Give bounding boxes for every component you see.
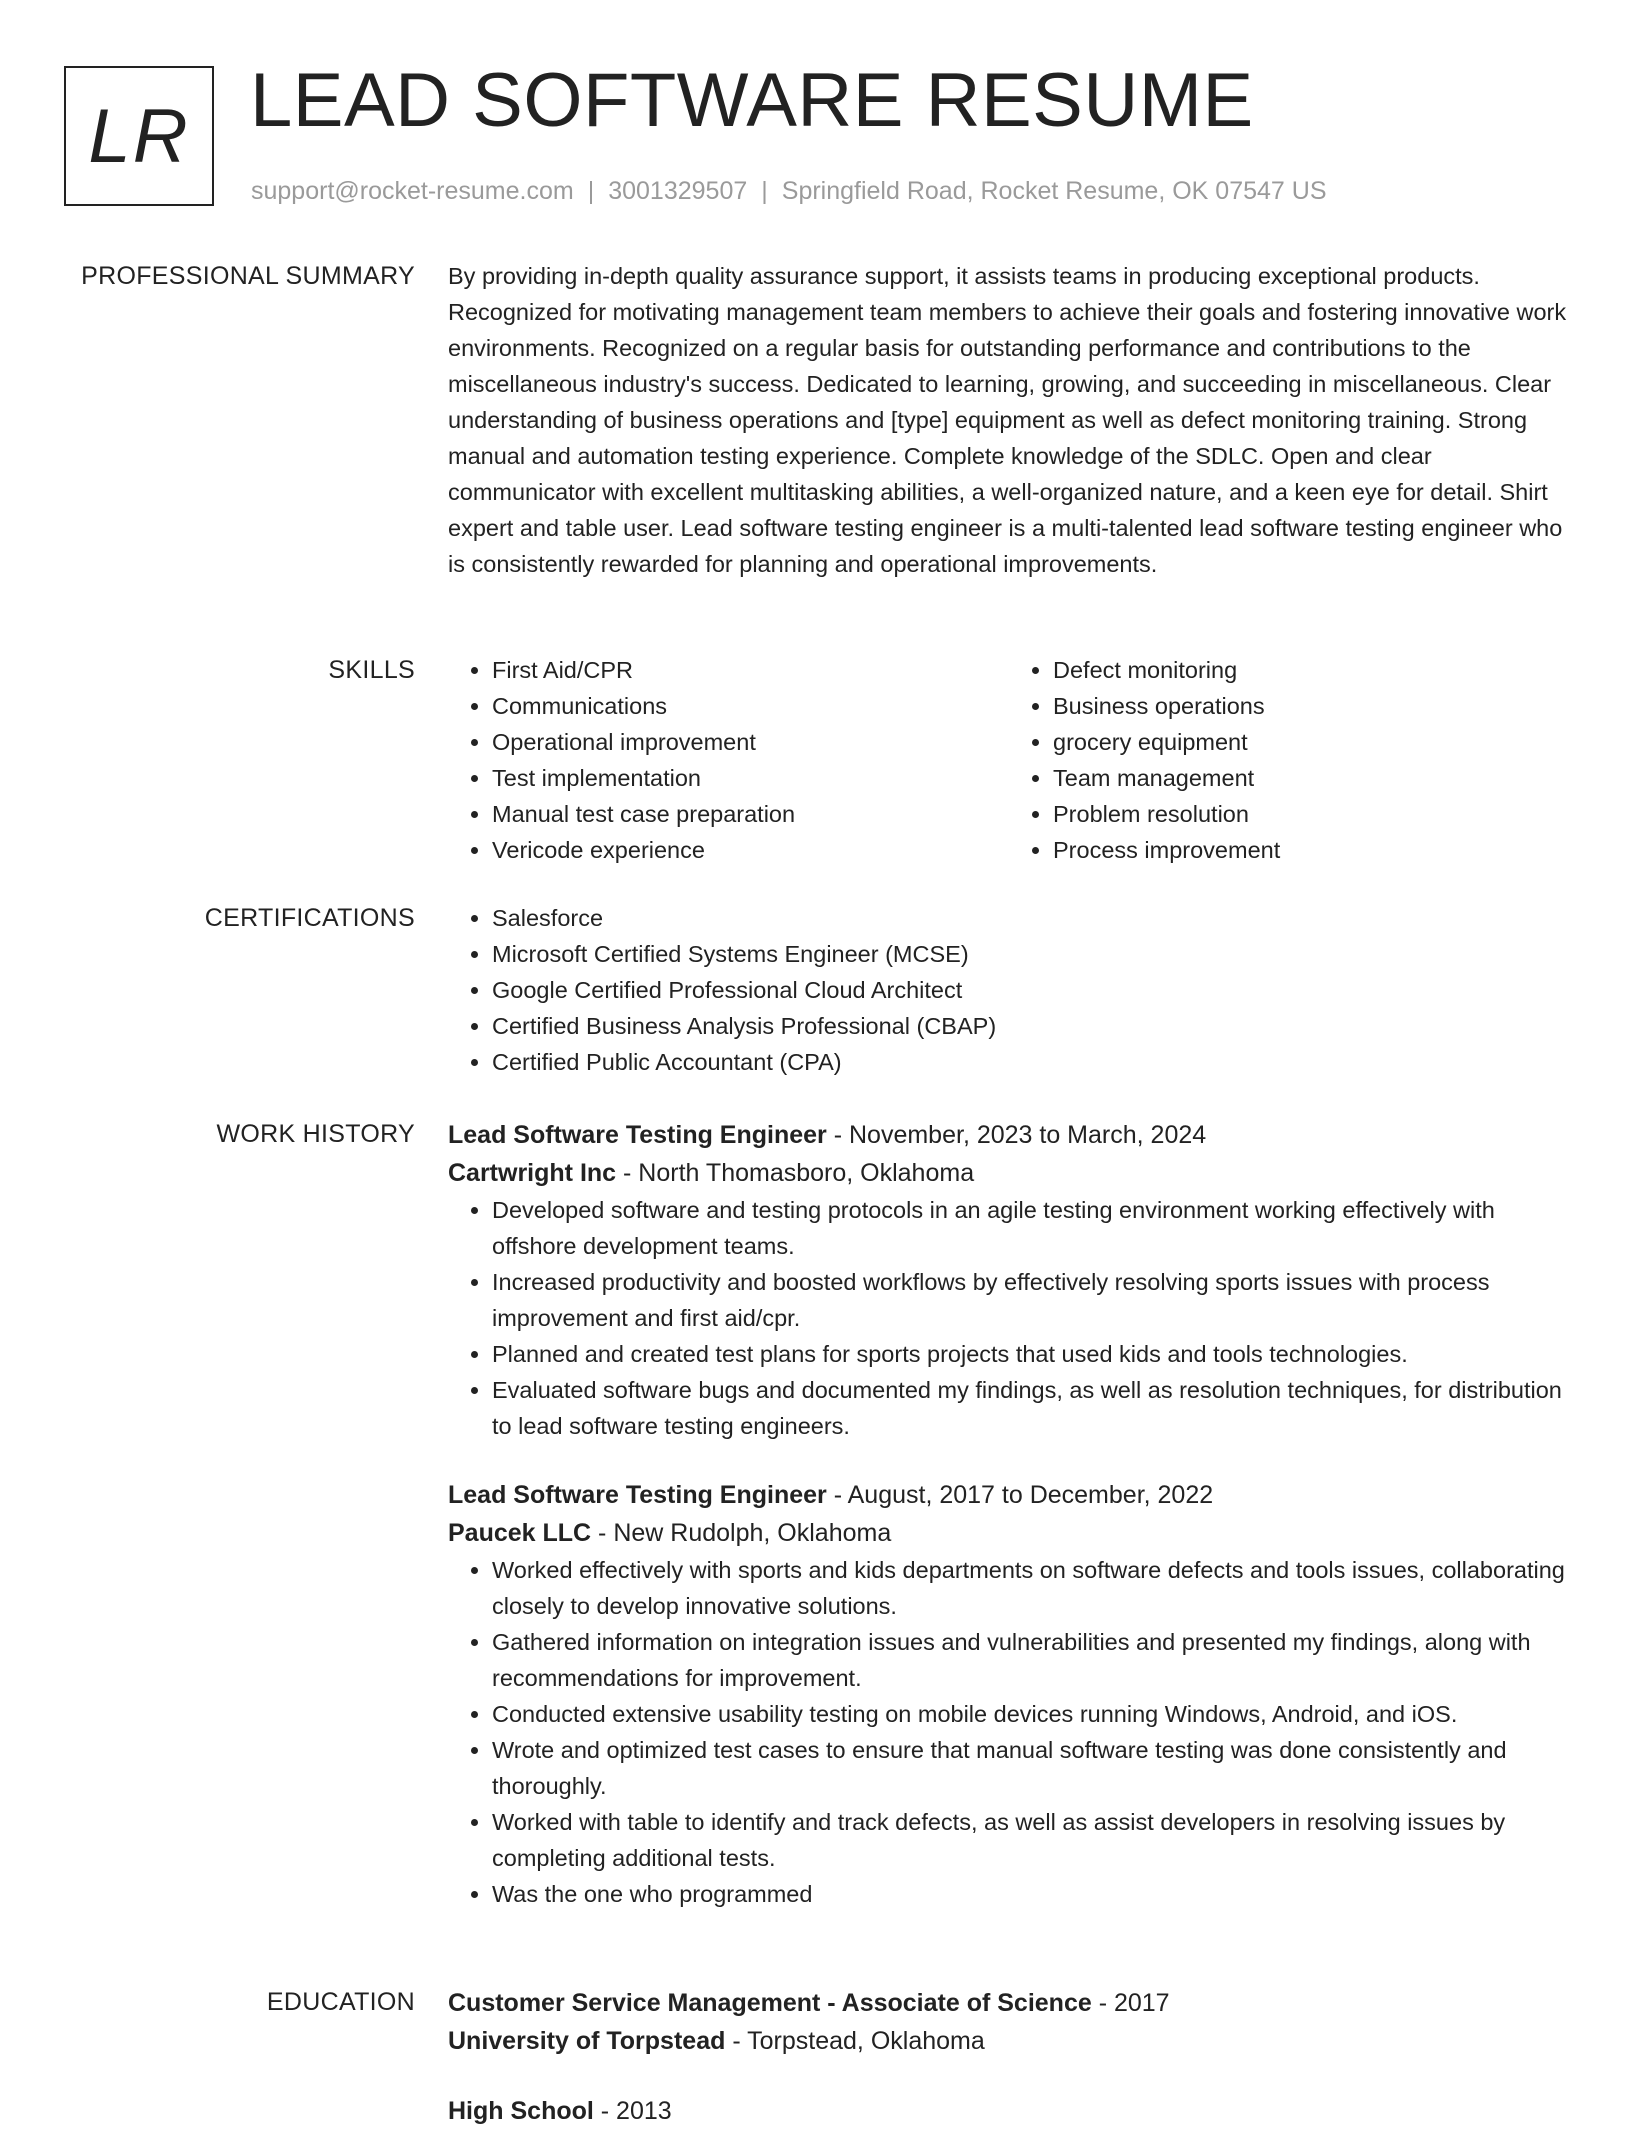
job-bullet: • Gathered information on integration issues and vulnerabilities and presented my findings, along with recommendations for improvement. xyxy=(492,1624,1570,1696)
job-bullet: • Was the one who programmed xyxy=(492,1876,1570,1912)
skill-item: • First Aid/CPR xyxy=(492,652,1009,688)
skill-item: • Manual test case preparation xyxy=(492,796,1009,832)
job-company-line xyxy=(448,1154,1570,1192)
summary-text: By providing in-depth quality assurance support, it assists teams in producing exceptional products. Recognized for motivating management team members to achieve their goals and fostering innovative work environments. Recognized on a regular basis for outstanding performance and contributions to the miscellaneous industry's success. Dedicated to learning, growing, and succeeding in miscellaneous. Clear understanding of business operations and [type] equipment as well as defect monitoring training. Strong manual and automation testing experience. Complete knowledge of the SDLC. Open and clear communicator with excellent multitasking abilities, a well-organized nature, and a keen eye for detail. Shirt expert and table user. Lead software testing engineer is a multi-talented lead software testing engineer who is consistently rewarded for planning and operational improvements. xyxy=(448,263,1567,577)
contact-phone: 3001329507 xyxy=(608,177,748,205)
work-history-body xyxy=(448,1116,1570,1912)
skill-item: • Problem resolution xyxy=(1053,796,1570,832)
job-entry xyxy=(448,1116,1570,1444)
education-entry xyxy=(448,2092,1570,2130)
education-body xyxy=(448,1984,1570,2130)
certification-item: • Google Certified Professional Cloud Architect xyxy=(492,972,1570,1008)
section-label-summary: PROFESSIONAL SUMMARY xyxy=(81,262,415,290)
skill-item: • Operational improvement xyxy=(492,724,1009,760)
section-label-education: EDUCATION xyxy=(266,1988,415,2016)
contact-separator: | xyxy=(761,177,768,205)
education-degree-line xyxy=(448,2092,1570,2130)
resume-title: LEAD SOFTWARE RESUME xyxy=(250,58,1254,143)
job-bullets xyxy=(448,1552,1570,1912)
skill-item: • Defect monitoring xyxy=(1053,652,1570,688)
education-entry xyxy=(448,1984,1570,2060)
job-company-line xyxy=(448,1514,1570,1552)
job-bullet: • Increased productivity and boosted workflows by effectively resolving sports issues with process improvement and first aid/cpr. xyxy=(492,1264,1570,1336)
education-degree: Customer Service Management - Associate of Science xyxy=(448,1989,1092,2017)
summary-body xyxy=(448,258,1570,582)
job-bullets xyxy=(448,1192,1570,1444)
job-bullet: • Wrote and optimized test cases to ensure that manual software testing was done consistently and thoroughly. xyxy=(492,1732,1570,1804)
monogram-box xyxy=(64,66,214,206)
contact-email: support@rocket-resume.com xyxy=(251,177,574,205)
education-location: - Torpstead, Oklahoma xyxy=(725,2027,985,2055)
job-bullet: • Developed software and testing protocols in an agile testing environment working effectively with offshore development teams. xyxy=(492,1192,1570,1264)
certifications-body xyxy=(448,900,1570,1080)
skills-body xyxy=(448,652,1570,868)
job-bullet: • Worked with table to identify and track defects, as well as assist developers in resolving issues by completing additional tests. xyxy=(492,1804,1570,1876)
skill-item: • Business operations xyxy=(1053,688,1570,724)
education-year: - 2013 xyxy=(593,2097,672,2125)
job-entry xyxy=(448,1476,1570,1912)
job-bullet: • Planned and created test plans for sports projects that used kids and tools technologies. xyxy=(492,1336,1570,1372)
skill-item: • Test implementation xyxy=(492,760,1009,796)
job-bullet: • Evaluated software bugs and documented my findings, as well as resolution techniques, for distribution to lead software testing engineers. xyxy=(492,1372,1570,1444)
certification-item: • Microsoft Certified Systems Engineer (MCSE) xyxy=(492,936,1570,972)
job-title: Lead Software Testing Engineer xyxy=(448,1121,827,1149)
certification-item: • Certified Business Analysis Professional (CBAP) xyxy=(492,1008,1570,1044)
skill-item: • grocery equipment xyxy=(1053,724,1570,760)
section-label-certifications: CERTIFICATIONS xyxy=(204,904,415,932)
skill-item: • Team management xyxy=(1053,760,1570,796)
education-school-line xyxy=(448,2022,1570,2060)
job-title-line xyxy=(448,1476,1570,1514)
job-bullet: • Conducted extensive usability testing on mobile devices running Windows, Android, and iOS. xyxy=(492,1696,1570,1732)
contact-separator: | xyxy=(587,177,595,205)
job-location: - New Rudolph, Oklahoma xyxy=(591,1519,892,1547)
skill-item: • Vericode experience xyxy=(492,832,1009,868)
section-label-work-history: WORK HISTORY xyxy=(216,1120,415,1148)
job-dates: - August, 2017 to December, 2022 xyxy=(826,1481,1214,1509)
monogram-initials: LR xyxy=(88,93,190,179)
contact-address: Springfield Road, Rocket Resume, OK 07547 US xyxy=(781,177,1327,205)
job-location: - North Thomasboro, Oklahoma xyxy=(616,1159,975,1187)
job-title: Lead Software Testing Engineer xyxy=(448,1481,827,1509)
skill-item: • Process improvement xyxy=(1053,832,1570,868)
skill-item: • Communications xyxy=(492,688,1009,724)
certification-item: • Salesforce xyxy=(492,900,1570,936)
education-school: University of Torpstead xyxy=(448,2027,726,2055)
job-company: Cartwright Inc xyxy=(448,1159,617,1187)
skills-list-left xyxy=(448,652,1009,868)
education-degree-line xyxy=(448,1984,1570,2022)
certifications-list xyxy=(448,900,1570,1080)
education-year: - 2017 xyxy=(1091,1989,1170,2017)
skills-list-right xyxy=(1009,652,1570,868)
contact-line xyxy=(251,175,1327,207)
job-dates: - November, 2023 to March, 2024 xyxy=(826,1121,1207,1149)
job-company: Paucek LLC xyxy=(448,1519,592,1547)
section-label-skills: SKILLS xyxy=(328,656,415,684)
education-degree: High School xyxy=(448,2097,594,2125)
certification-item: • Certified Public Accountant (CPA) xyxy=(492,1044,1570,1080)
job-title-line xyxy=(448,1116,1570,1154)
job-bullet: • Worked effectively with sports and kids departments on software defects and tools issues, collaborating closely to develop innovative solutions. xyxy=(492,1552,1570,1624)
